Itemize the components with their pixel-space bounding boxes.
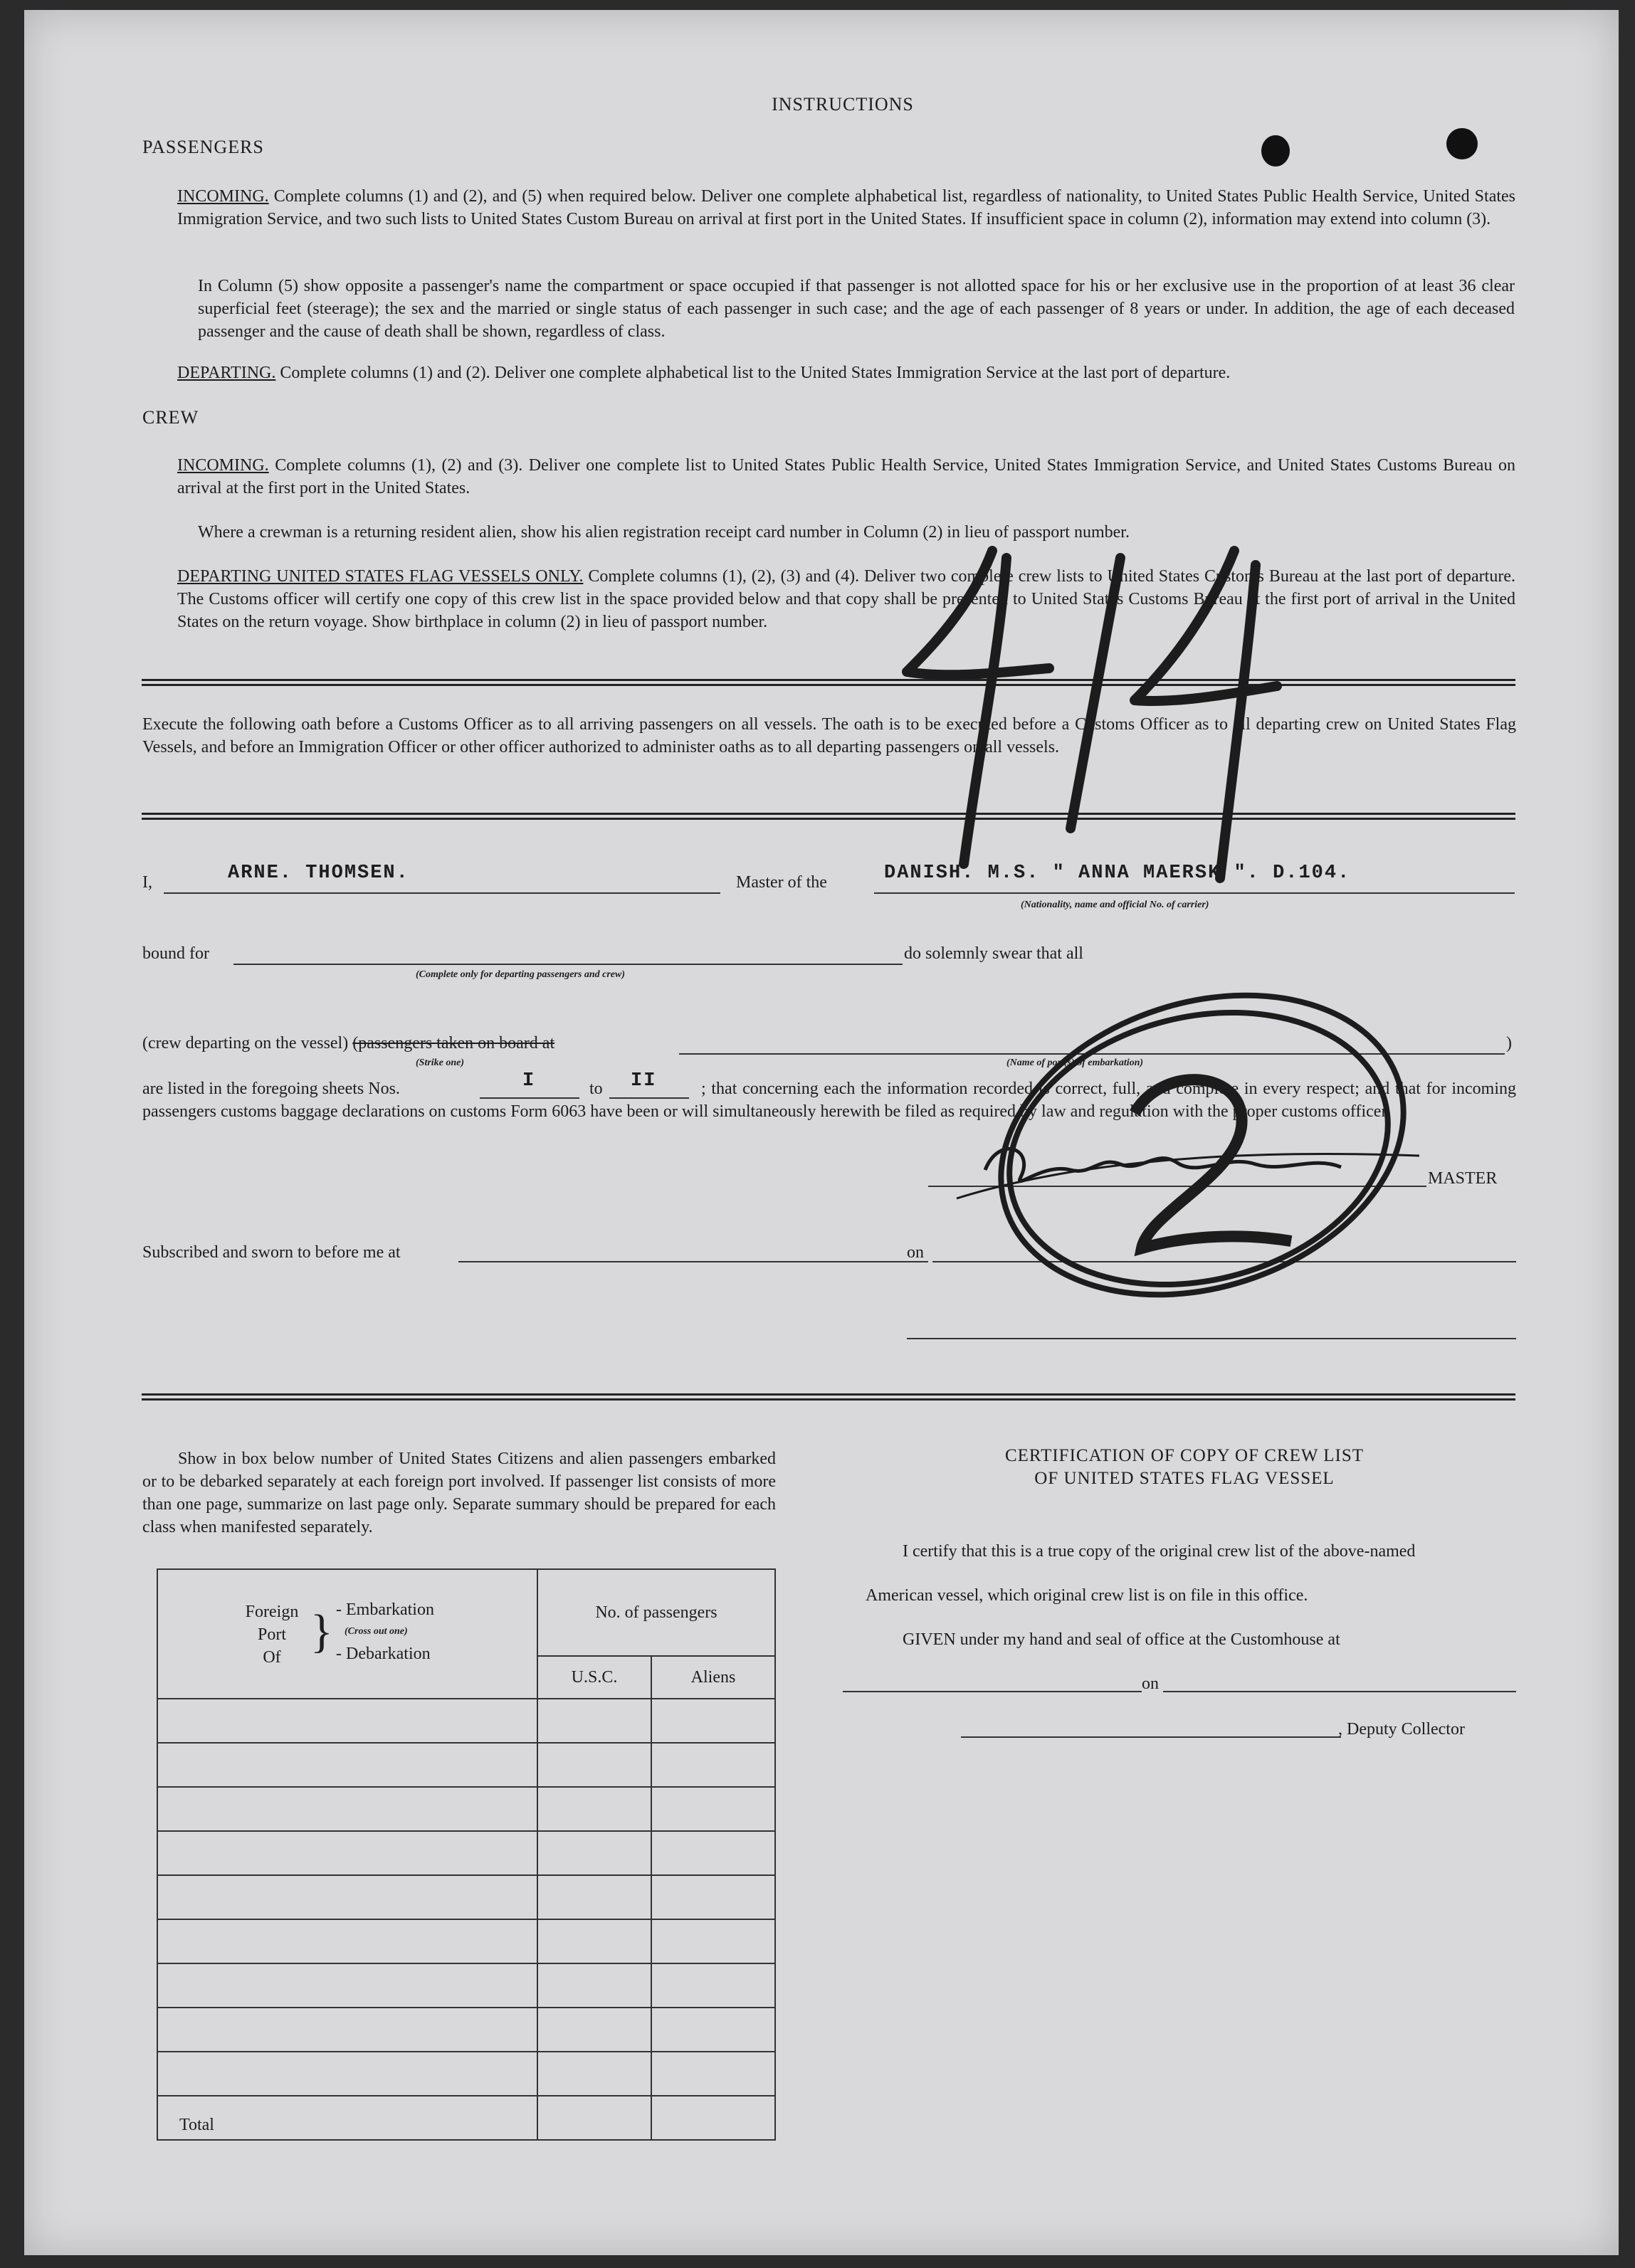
subscribed-on-label: on <box>907 1243 924 1262</box>
usc-header: U.S.C. <box>537 1656 651 1699</box>
foreign-word: Foreign <box>245 1603 299 1621</box>
of-word: Of <box>263 1648 281 1667</box>
deputy-collector-label: , Deputy Collector <box>1338 1720 1465 1739</box>
crew-departing-label: DEPARTING UNITED STATES FLAG VESSELS ONLY. <box>177 567 584 586</box>
strike-caption: (Strike one) <box>416 1057 465 1068</box>
crew-resident-paragraph: Where a crewman is a returning resident alien, show his alien registration receipt card number in Column (2) in lieu of passport number. <box>198 523 1130 542</box>
master-of-label: Master of the <box>736 873 827 892</box>
embarkation-label: - Embarkation <box>336 1600 434 1619</box>
certification-on-label: on <box>1142 1674 1159 1693</box>
page-title: INSTRUCTIONS <box>772 94 914 115</box>
master-label: MASTER <box>1428 1169 1498 1188</box>
port-word: Port <box>257 1625 286 1644</box>
passengers-departing-label: DEPARTING. <box>177 364 276 382</box>
passengers-incoming-label: INCOMING. <box>177 187 269 206</box>
swear-text: do solemnly swear that all <box>904 944 1083 963</box>
certification-title-2: OF UNITED STATES FLAG VESSEL <box>1034 1469 1335 1488</box>
crew-incoming-label: INCOMING. <box>177 456 269 475</box>
vessel-field[interactable]: DANISH. M.S. " ANNA MAERSK ". D.104. <box>884 863 1351 884</box>
oath-i-label: I, <box>142 873 152 892</box>
passengers-departing-text: Complete columns (1) and (2). Deliver one complete alphabetical list to the United States Immigration Service at the last port of departure. <box>280 364 1231 382</box>
sheet-to-field[interactable]: II <box>631 1070 657 1092</box>
subscribed-label: Subscribed and sworn to before me at <box>142 1243 401 1262</box>
listed-prefix: are listed in the foregoing sheets Nos. <box>142 1080 400 1098</box>
column5-paragraph: In Column (5) show opposite a passenger's name the compartment or space occupied if that passenger is not allotted space for his or her exclusive use in the proportion of at least 36 clear superficial feet (steerage); the sex and the married or single status of each passenger in such case; and the age of each passenger of 8 years or under. In addition, the age of each deceased passenger and the cause of death shall be shown, regardless of class. <box>198 277 1515 341</box>
vessel-caption: (Nationality, name and official No. of carrier) <box>1021 900 1209 910</box>
ports-caption: (Name of port(s) of embarkation) <box>1006 1057 1144 1068</box>
total-label: Total <box>179 2116 214 2134</box>
crew-heading: CREW <box>142 407 199 428</box>
passengers-heading: PASSENGERS <box>142 137 264 157</box>
bound-caption: (Complete only for departing passengers and crew) <box>416 969 625 980</box>
summary-instruction: Show in box below number of United States Citizens and alien passengers embarked or to be debarked separately at each foreign port involved. If passenger list consists of more than one page, summarize on last page only. Separate summary should be prepared for each class when manifested separately. <box>142 1450 776 1536</box>
cross-out-caption: (Cross out one) <box>345 1626 408 1637</box>
oath-instruction: Execute the following oath before a Customs Officer as to all arriving passengers on all vessels. The oath is to be executed before a Customs Officer as to all departing crew on United States Flag Vessels, and before an Immigration Officer or other officer authorized to administer oaths as to all departing passengers on all vessels. <box>142 715 1516 756</box>
bound-for-label: bound for <box>142 944 209 963</box>
certification-title-1: CERTIFICATION OF COPY OF CREW LIST <box>1004 1446 1365 1465</box>
sheet-from-field[interactable]: I <box>522 1070 536 1092</box>
aliens-header: Aliens <box>651 1656 775 1699</box>
crew-departing-text: (crew departing on the vessel) <box>142 1034 349 1053</box>
handwritten-overlay <box>24 10 1619 2255</box>
debarkation-label: - Debarkation <box>336 1645 431 1663</box>
crew-departing-text: Complete columns (1), (2), (3) and (4). Deliver two complete crew lists to United States Customs Bureau at the last port of departure. The Customs officer will certify one copy of this crew list in the space provided below and that copy shall be presented to United States Customs Bureau at the first port of arrival in the United States on the return voyage. Show birthplace in column (2) in lieu of passport number. <box>177 567 1515 631</box>
given-text: GIVEN under my hand and seal of office at the Customhouse at <box>903 1630 1340 1649</box>
master-name-field[interactable]: ARNE. THOMSEN. <box>228 863 409 884</box>
american-text: American vessel, which original crew list is on file in this office. <box>866 1586 1308 1605</box>
listed-text: ; that concerning each the information recorded is correct, full, and complete in every respect; and that for incoming passengers customs baggage declarations on customs Form 6063 have been or will simultaneously herewith be filed as required by law and regulation with the proper customs officer. <box>142 1080 1516 1121</box>
passengers-incoming-text: Complete columns (1) and (2), and (5) when required below. Deliver one complete alphabetical list, regardless of nationality, to United States Public Health Service, United States Immigration Service, and two such lists to United States Custom Bureau on arrival at first port in the United States. If insufficient space in column (2), information may extend into column (3). <box>177 187 1516 228</box>
document-page <box>24 10 1619 2255</box>
certify-text: I certify that this is a true copy of the original crew list of the above-named <box>903 1542 1416 1561</box>
no-of-passengers-header: No. of passengers <box>537 1569 775 1656</box>
to-label: to <box>589 1080 603 1098</box>
crew-incoming-text: Complete columns (1), (2) and (3). Deliver one complete list to United States Public Health Service, United States Immigration Service, and United States Customs Bureau on arrival at the first port in the United States. <box>177 456 1516 497</box>
close-paren: ) <box>1506 1034 1512 1053</box>
passengers-struck-text: (passengers taken on board at <box>352 1034 555 1053</box>
brace-icon: } <box>310 1605 333 1657</box>
